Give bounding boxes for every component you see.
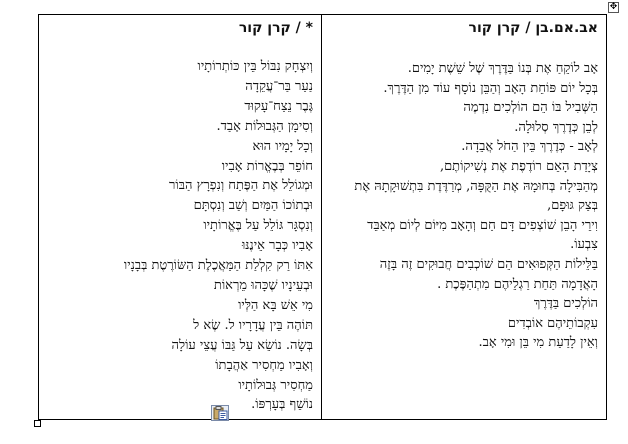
poem-left-line: מִי אֵשׁ בָּא הַלְּיו xyxy=(238,297,313,313)
poem-right-line: בְּכָל יוֹם פּוֹחֵת הָאָב וְהַבֵּן נוֹסָף עוֹד מִן הַדֶּרֶךְ. xyxy=(383,80,598,96)
table-cell-left[interactable] xyxy=(39,15,321,419)
four-arrow-move-icon: ✥ xyxy=(609,2,618,12)
poem-left-line: בְּשָׂה. נוֹשֵׂא עַל גַּבּוֹ עֲצֵי עוֹלָה xyxy=(171,337,313,353)
poem-left-line: גֶּבֶר נֵצַח־עָקוּד xyxy=(244,98,313,114)
poem-left-line: וּמְגוֹלֵל אֶת הַפֶּתַח וְנִפְרָץ הַבּוֹר xyxy=(169,178,313,194)
poem-left-line: נַעַר בַּר־עֲקֵדָה xyxy=(245,78,313,94)
poem-left-line: חוֹפֵר בְּבֶאֱרוֹת אָבִיו xyxy=(221,158,313,174)
poem-right-line: מְהַבִּילָה בְּחוּמָהּ אֶת הַקֻּפָּה, מְרַדֶּדֶת בִּתְשׁוּקָתָהּ אֶת xyxy=(354,178,598,194)
poem-right-line: הוֹלְכִים בַּדֶּרֶךְ xyxy=(533,296,598,312)
poem-left-line: אָבִיו כְּבָר אֵינֶנּוּ xyxy=(241,238,313,254)
poem-right-line: לְבֵן כְּדֶרֶךְ סְלוּלָה. xyxy=(514,119,598,135)
poem-right-line: בְּצַק גּוּפָם, xyxy=(547,198,598,214)
poem-body-right xyxy=(328,59,598,353)
clipboard-paste-icon xyxy=(213,406,228,420)
poem-left-line: נוֹשֵׁף בְּעָרְפּוֹ. xyxy=(251,397,313,413)
poem-left-line: וְנִסְגָּר גּוֹלֵל עַל בֶּאֱרוֹתָיו xyxy=(203,218,313,234)
poem-right-line: עִקְבוֹתֵיהֶם אוֹבְדִים xyxy=(507,315,598,331)
poem-left-line: וּבְעֵינָיו שֶׁכָּהוּ מֵרְאוֹת xyxy=(213,277,313,293)
poem-right-line: בַּלֵּילוֹת הַקְּפוּאִים הֵם שׁוֹכְבִים חֲבוּקִים זֶה בָּזֶה xyxy=(379,256,598,272)
poem-title-right: אב.אם.בן / קרן קור xyxy=(468,20,598,36)
poem-left-line: תּוֹהֶה בֵּין עֲדָרָיו ל. שֶׂא ל xyxy=(193,317,313,333)
poem-right-line: וְאֵין לָדַעַת מִי בֵּן וּמִי אָב. xyxy=(478,335,598,351)
poem-left-line: מַחְסִיר גְּבוּלוֹתָיו xyxy=(238,377,313,393)
poem-right-line: צְיָדַת הָאֵם רוֹדֶפֶת אֶת נְשִׁיקוֹתֶם, xyxy=(439,158,598,174)
poem-left-line: וְכָל יָמָיו הוּא xyxy=(252,138,313,154)
poem-left-line: וְיִצְחָק נִבּוֹל בֵּין כּוֹתְרוֹתָיו xyxy=(197,59,313,74)
paste-options-button[interactable] xyxy=(211,405,229,421)
poem-right-line: לְאָב - כְּדֶרֶךְ בֵּין הַחֹל אֲבֵדָה. xyxy=(461,139,598,155)
table-resize-handle[interactable] xyxy=(34,420,41,427)
poem-left-line: וּבְתוֹכוֹ הַמַּיִם וְשַׁב וְנִסְתָּם xyxy=(193,198,313,214)
poem-right-line: הָאֲדָמָה תַּחַת רַגְלֵיהֶם מִתְהַפֶּכֶת . xyxy=(437,276,598,292)
table-move-handle[interactable] xyxy=(608,2,619,13)
poem-left-line: אִתּוֹ רַק קִלְלַת הַמַּאֲכֶלֶת הַשּׂוֹרֶטֶת בְּבָנָיו xyxy=(123,258,313,274)
poem-title-left: * / קרן קור xyxy=(238,20,313,36)
poem-left-line: וְאָבִיו מַחְסִיר אַהֲבָתוֹ xyxy=(215,357,313,373)
poem-right-line: צִבְעוֹ. xyxy=(570,237,598,253)
poem-right-line: וִירֵי הָבֵן שׁוֹצְפִים דָּם חַם וְהָאָב מִיּוֹם לְיוֹם מְאַבֵּד xyxy=(367,217,598,233)
poem-body-left xyxy=(45,57,313,415)
poem-right-line: אָב לוֹקֵחַ אֶת בְּנוֹ בַּדֶּרֶךְ שֶׁל שֵׁשֶׁת יָמִים. xyxy=(407,61,598,76)
table-cell-right[interactable] xyxy=(322,15,606,419)
poem-table xyxy=(38,14,607,420)
poem-right-line: הַשְּׁבִיל בּוֹ הֵם הוֹלְכִים נִדְמֶה xyxy=(463,100,598,116)
poem-left-line: וְסִימָן הַגְּבוּלוֹת אָבַד. xyxy=(216,118,313,134)
